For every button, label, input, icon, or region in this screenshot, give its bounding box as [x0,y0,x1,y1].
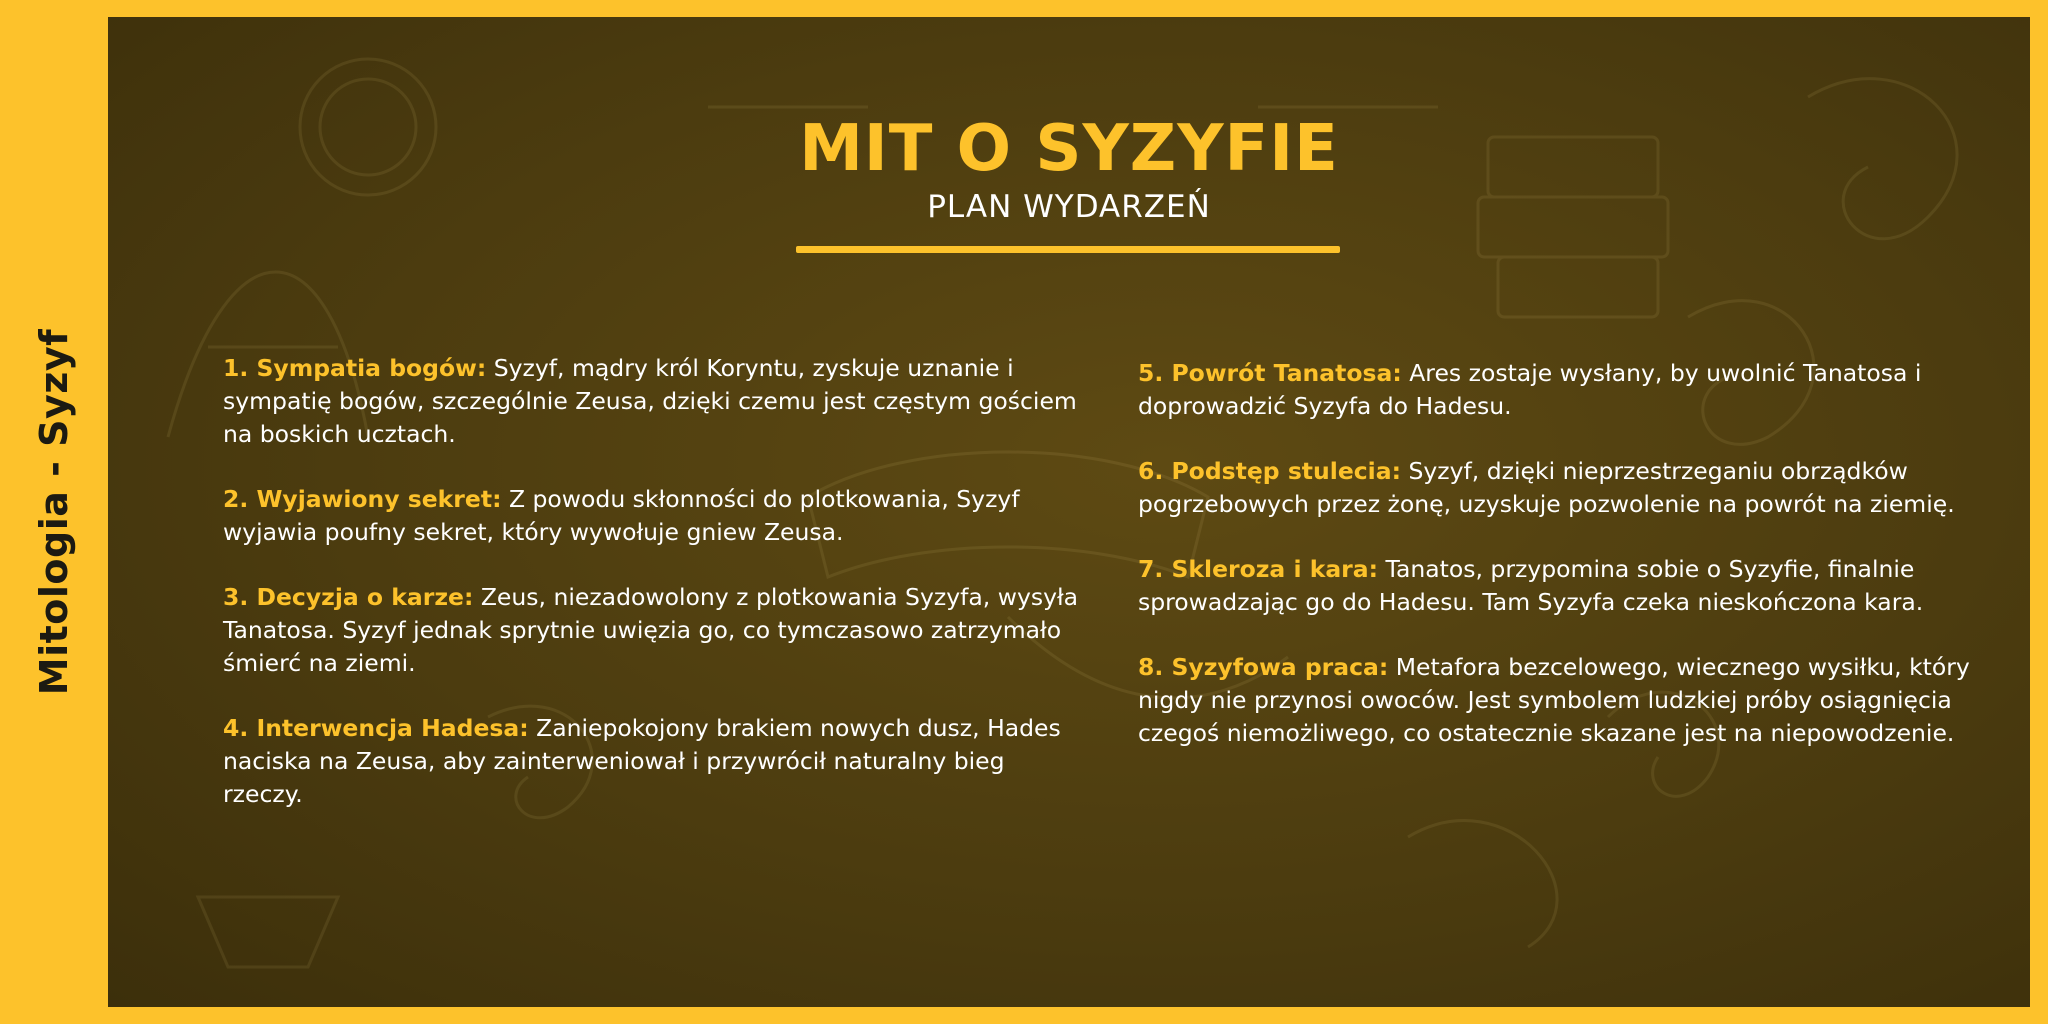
event-heading: 5. Powrót Tanatosa: [1138,359,1402,387]
event-heading: 8. Syzyfowa praca: [1138,653,1389,681]
event-heading: 1. Sympatia bogów: [223,354,487,382]
event-text: Metafora bezcelowego, wiecznego wysiłku, który nigdy nie przynosi owoców. Jest symbolem ludzkiej próby osiągnięcia czegoś niemożliwego, co ostatecznie skazane jest na niepowodzenie. [1138,653,1970,747]
event-item [223,352,1083,451]
content-panel [108,17,2030,1007]
event-heading: 2. Wyjawiony sekret: [223,485,502,513]
side-label: Mitologia - Syzyf [32,328,76,696]
event-item [1138,357,1998,423]
page-title: MIT O SYZYFIE [799,112,1339,186]
event-heading: 3. Decyzja o karze: [223,583,474,611]
event-item [1138,455,1998,521]
event-text: Tanatos, przypomina sobie o Syzyfie, finalnie sprowadzając go do Hadesu. Tam Syzyfa czeka nieskończona kara. [1138,555,1924,616]
side-label-container [0,0,108,1024]
events-column-right [1138,357,1998,782]
event-text: Syzyf, mądry król Koryntu, zyskuje uznanie i sympatię bogów, szczególnie Zeusa, dzięki czemu jest częstym gościem na boskich ucztach. [223,354,1077,448]
event-text: Syzyf, dzięki nieprzestrzeganiu obrządków pogrzebowych przez żonę, uzyskuje pozwolenie na powrót na ziemię. [1138,457,1955,518]
title-divider [796,246,1340,253]
event-text: Ares zostaje wysłany, by uwolnić Tanatosa i doprowadzić Syzyfa do Hadesu. [1138,359,1922,420]
event-item [1138,651,1998,750]
page-subtitle: PLAN WYDARZEŃ [927,189,1211,225]
event-item [223,483,1083,549]
event-text: Zaniepokojony brakiem nowych dusz, Hades naciska na Zeusa, aby zainterweniował i przywrócił naturalny bieg rzeczy. [223,714,1061,808]
event-heading: 7. Skleroza i kara: [1138,555,1379,583]
event-item [1138,553,1998,619]
event-heading: 6. Podstęp stulecia: [1138,457,1401,485]
event-item [223,712,1083,811]
event-heading: 4. Interwencja Hadesa: [223,714,529,742]
events-column-left [223,352,1083,843]
event-text: Z powodu skłonności do plotkowania, Syzyf wyjawia poufny sekret, który wywołuje gniew Zeusa. [223,485,1020,546]
event-item [223,581,1083,680]
event-text: Zeus, niezadowolony z plotkowania Syzyfa, wysyła Tanatosa. Syzyf jednak sprytnie uwięzia go, co tymczasowo zatrzymało śmierć na ziemi. [223,583,1079,677]
